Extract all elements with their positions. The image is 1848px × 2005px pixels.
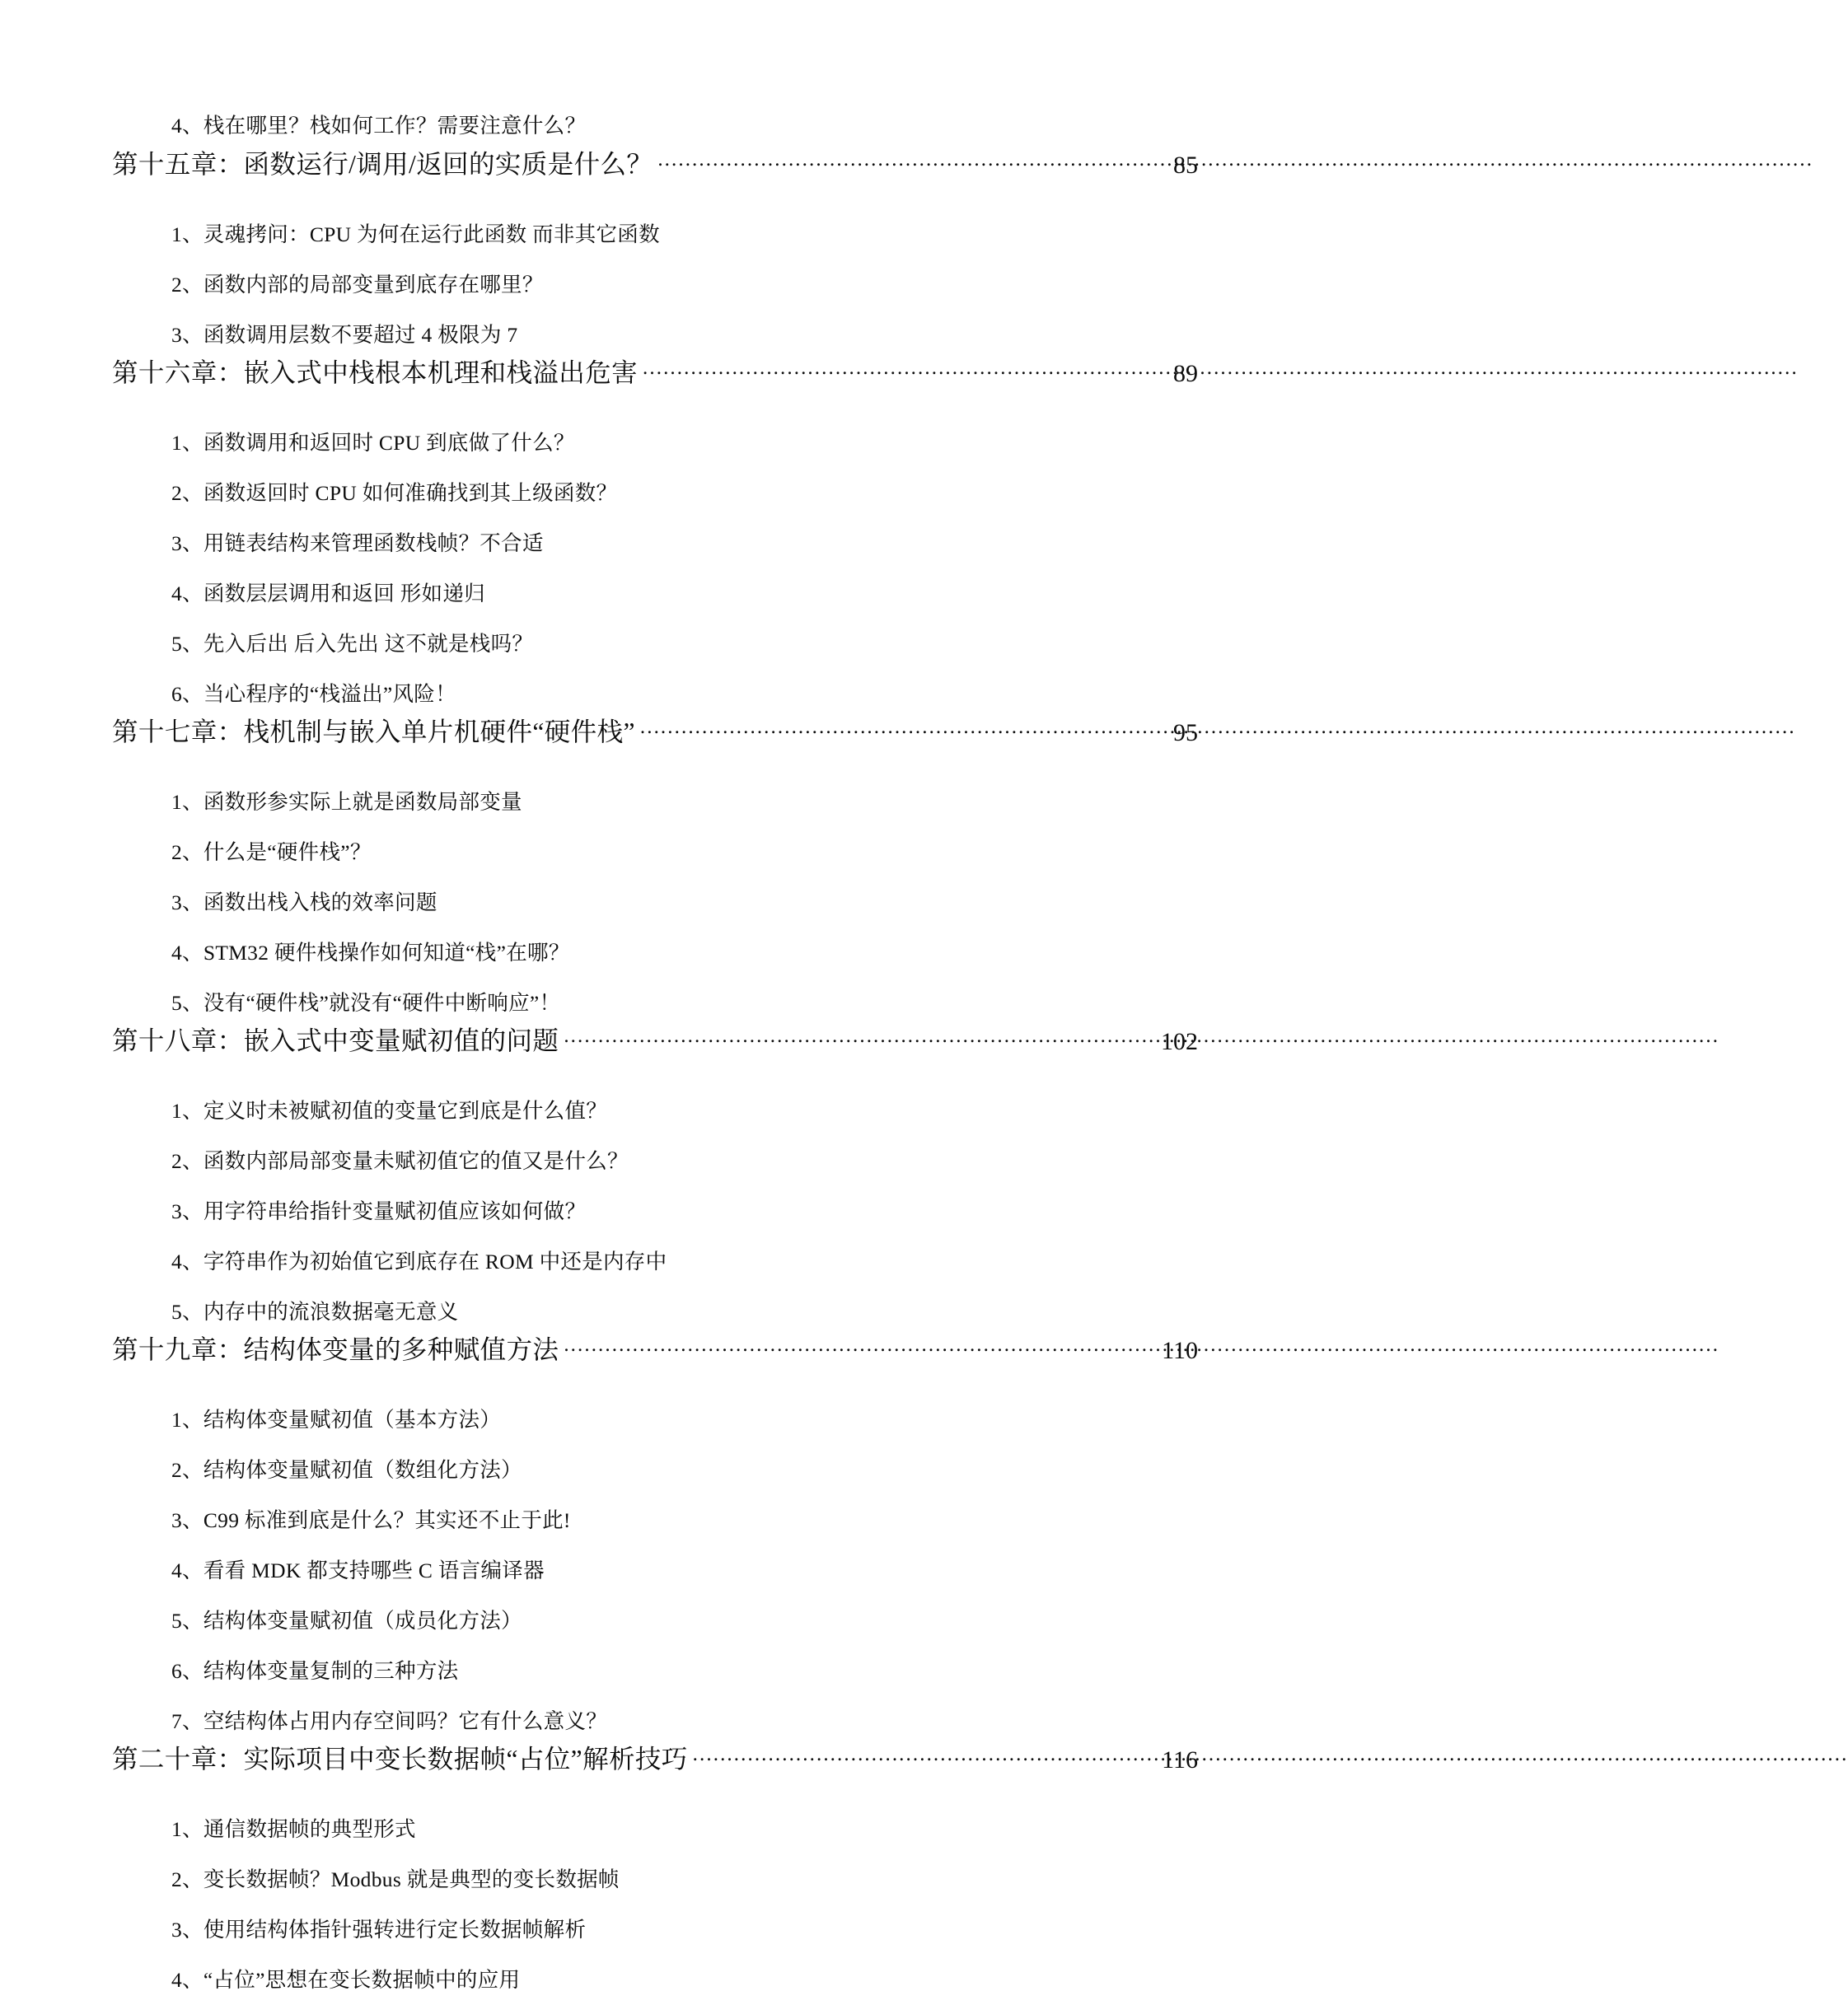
toc-subitem-label: 6、结构体变量复制的三种方法 [171, 1658, 459, 1683]
toc-subitem[interactable] [0, 928, 1308, 978]
toc-subitem[interactable] [0, 1495, 1308, 1545]
toc-subitem-label: 2、函数返回时 CPU 如何准确找到其上级函数？ [171, 480, 618, 505]
toc-subitem[interactable] [0, 1596, 1308, 1646]
toc-chapter-entry[interactable] [0, 152, 1308, 209]
toc-subitem-label: 1、结构体变量赋初值（基本方法） [171, 1407, 502, 1432]
toc-subitem[interactable] [0, 310, 1308, 360]
toc-subitem[interactable] [0, 827, 1308, 877]
dot-leader [643, 368, 1169, 381]
toc-subitem[interactable] [0, 1236, 1308, 1287]
toc-subitem[interactable] [0, 978, 1308, 1028]
dot-leader [640, 727, 1169, 741]
toc-subitem-label: 3、使用结构体指针强转进行定长数据帧解析 [171, 1917, 587, 1942]
toc-subitem[interactable] [0, 1186, 1308, 1236]
toc-subitem-label: 3、用链表结构来管理函数栈帧？不合适 [171, 530, 544, 555]
toc-subitem-label: 1、函数调用和返回时 CPU 到底做了什么？ [171, 430, 575, 455]
toc-chapter-title: 第十五章：函数运行/调用/返回的实质是什么？ [112, 150, 653, 179]
toc-subitem[interactable] [0, 1287, 1308, 1337]
toc-subitem-label: 5、内存中的流浪数据毫无意义 [171, 1299, 459, 1324]
toc-chapter-title: 第二十章：实际项目中变长数据帧“占位”解析技巧 [112, 1745, 688, 1774]
toc-subitem[interactable] [0, 1545, 1308, 1596]
toc-subitem-label: 3、函数出栈入栈的效率问题 [171, 890, 437, 914]
toc-subitem-label: 4、栈在哪里？栈如何工作？需要注意什么？ [171, 114, 587, 138]
toc-chapter-title: 第十六章：嵌入式中栈根本机理和栈溢出危害 [112, 358, 639, 387]
toc-subitem-label: 5、没有“硬件栈”就没有“硬件中断响应”！ [171, 990, 561, 1015]
toc-chapter-entry[interactable] [0, 1337, 1308, 1395]
dot-leader [657, 160, 1169, 173]
toc-chapter-page-number: 89 [1173, 360, 1198, 387]
toc-subitem-label: 2、变长数据帧？Modbus 就是典型的变长数据帧 [171, 1867, 620, 1891]
dot-leader [693, 1755, 1159, 1768]
toc-subitem[interactable] [0, 1696, 1308, 1746]
toc-subitem[interactable] [0, 1086, 1308, 1136]
toc-subitem-label: 5、结构体变量赋初值（成员化方法） [171, 1608, 522, 1633]
toc-subitem-label: 4、字符串作为初始值它到底存在 ROM 中还是内存中 [171, 1249, 667, 1274]
toc-subitem-label: 3、用字符串给指针变量赋初值应该如何做？ [171, 1199, 587, 1223]
toc-subitem[interactable] [0, 1395, 1308, 1445]
toc-subitem-label: 1、函数形参实际上就是函数局部变量 [171, 789, 522, 814]
dot-leader [564, 1345, 1159, 1358]
toc-chapter-entry[interactable] [0, 1028, 1308, 1086]
toc-chapter-entry[interactable] [0, 1746, 1308, 1804]
toc-subitem-label: 1、通信数据帧的典型形式 [171, 1816, 416, 1841]
toc-subitem[interactable] [0, 1804, 1308, 1854]
toc-chapter-title: 第十七章：栈机制与嵌入单片机硬件“硬件栈” [112, 717, 635, 746]
toc-subitem-label: 3、函数调用层数不要超过 4 极限为 7 [171, 322, 518, 347]
toc-chapter-entry[interactable] [0, 360, 1308, 418]
toc-subitem-label: 4、STM32 硬件栈操作如何知道“栈”在哪？ [171, 940, 570, 965]
toc-subitem-label: 4、看看 MDK 都支持哪些 C 语言编译器 [171, 1558, 545, 1582]
toc-chapter-title: 第十八章：嵌入式中变量赋初值的问题 [112, 1026, 559, 1055]
toc-subitem[interactable] [0, 209, 1308, 259]
toc-subitem[interactable] [0, 1854, 1308, 1905]
toc-subitem[interactable] [0, 619, 1308, 669]
toc-subitem-label: 2、什么是“硬件栈”？ [171, 839, 372, 864]
toc-subitem-label: 4、函数层层调用和返回 形如递归 [171, 581, 485, 605]
toc-subitem[interactable] [0, 877, 1308, 928]
toc-subitem[interactable] [0, 777, 1308, 827]
toc-subitem[interactable] [0, 468, 1308, 518]
toc-subitem-label: 1、定义时未被赋初值的变量它到底是什么值？ [171, 1098, 608, 1123]
toc-subitem-label: 4、“占位”思想在变长数据帧中的应用 [171, 1967, 521, 1992]
toc-chapter-page-number: 85 [1173, 152, 1198, 179]
toc-chapter-entry[interactable] [0, 719, 1308, 777]
toc-chapter-page-number: 116 [1162, 1746, 1198, 1774]
toc-subitem-label: 2、函数内部局部变量未赋初值它的值又是什么？ [171, 1148, 629, 1173]
toc-subitem-label: 5、先入后出 后入先出 这不就是栈吗？ [171, 631, 534, 656]
toc-subitem[interactable] [0, 1646, 1308, 1696]
toc-subitem[interactable] [0, 1955, 1308, 2005]
toc-subitem[interactable] [0, 1445, 1308, 1495]
toc-subitem-label: 6、当心程序的“栈溢出”风险！ [171, 681, 456, 706]
toc-subitem[interactable] [0, 669, 1308, 719]
toc-subitem-label: 1、灵魂拷问：CPU 为何在运行此函数 而非其它函数 [171, 222, 660, 246]
toc-subitem-label: 7、空结构体占用内存空间吗？它有什么意义？ [171, 1708, 608, 1733]
dot-leader [564, 1036, 1158, 1049]
toc-subitem-label: 2、结构体变量赋初值（数组化方法） [171, 1457, 522, 1482]
toc-subitem[interactable] [0, 1136, 1308, 1186]
toc-subitem-orphan[interactable] [0, 100, 1308, 152]
toc-chapter-page-number: 102 [1161, 1028, 1198, 1055]
toc-subitem[interactable] [0, 568, 1308, 619]
toc-chapter-page-number: 95 [1173, 719, 1198, 746]
toc-subitem-label: 2、函数内部的局部变量到底存在哪里？ [171, 272, 544, 297]
toc-subitem[interactable] [0, 518, 1308, 568]
toc-chapter-title: 第十九章：结构体变量的多种赋值方法 [112, 1335, 559, 1364]
toc-subitem[interactable] [0, 418, 1308, 468]
table-of-contents [0, 100, 1308, 2005]
toc-subitem[interactable] [0, 1905, 1308, 1955]
toc-subitem[interactable] [0, 259, 1308, 310]
toc-subitem-label: 3、C99 标准到底是什么？其实还不止于此! [171, 1507, 571, 1532]
toc-chapter-page-number: 110 [1162, 1337, 1198, 1364]
